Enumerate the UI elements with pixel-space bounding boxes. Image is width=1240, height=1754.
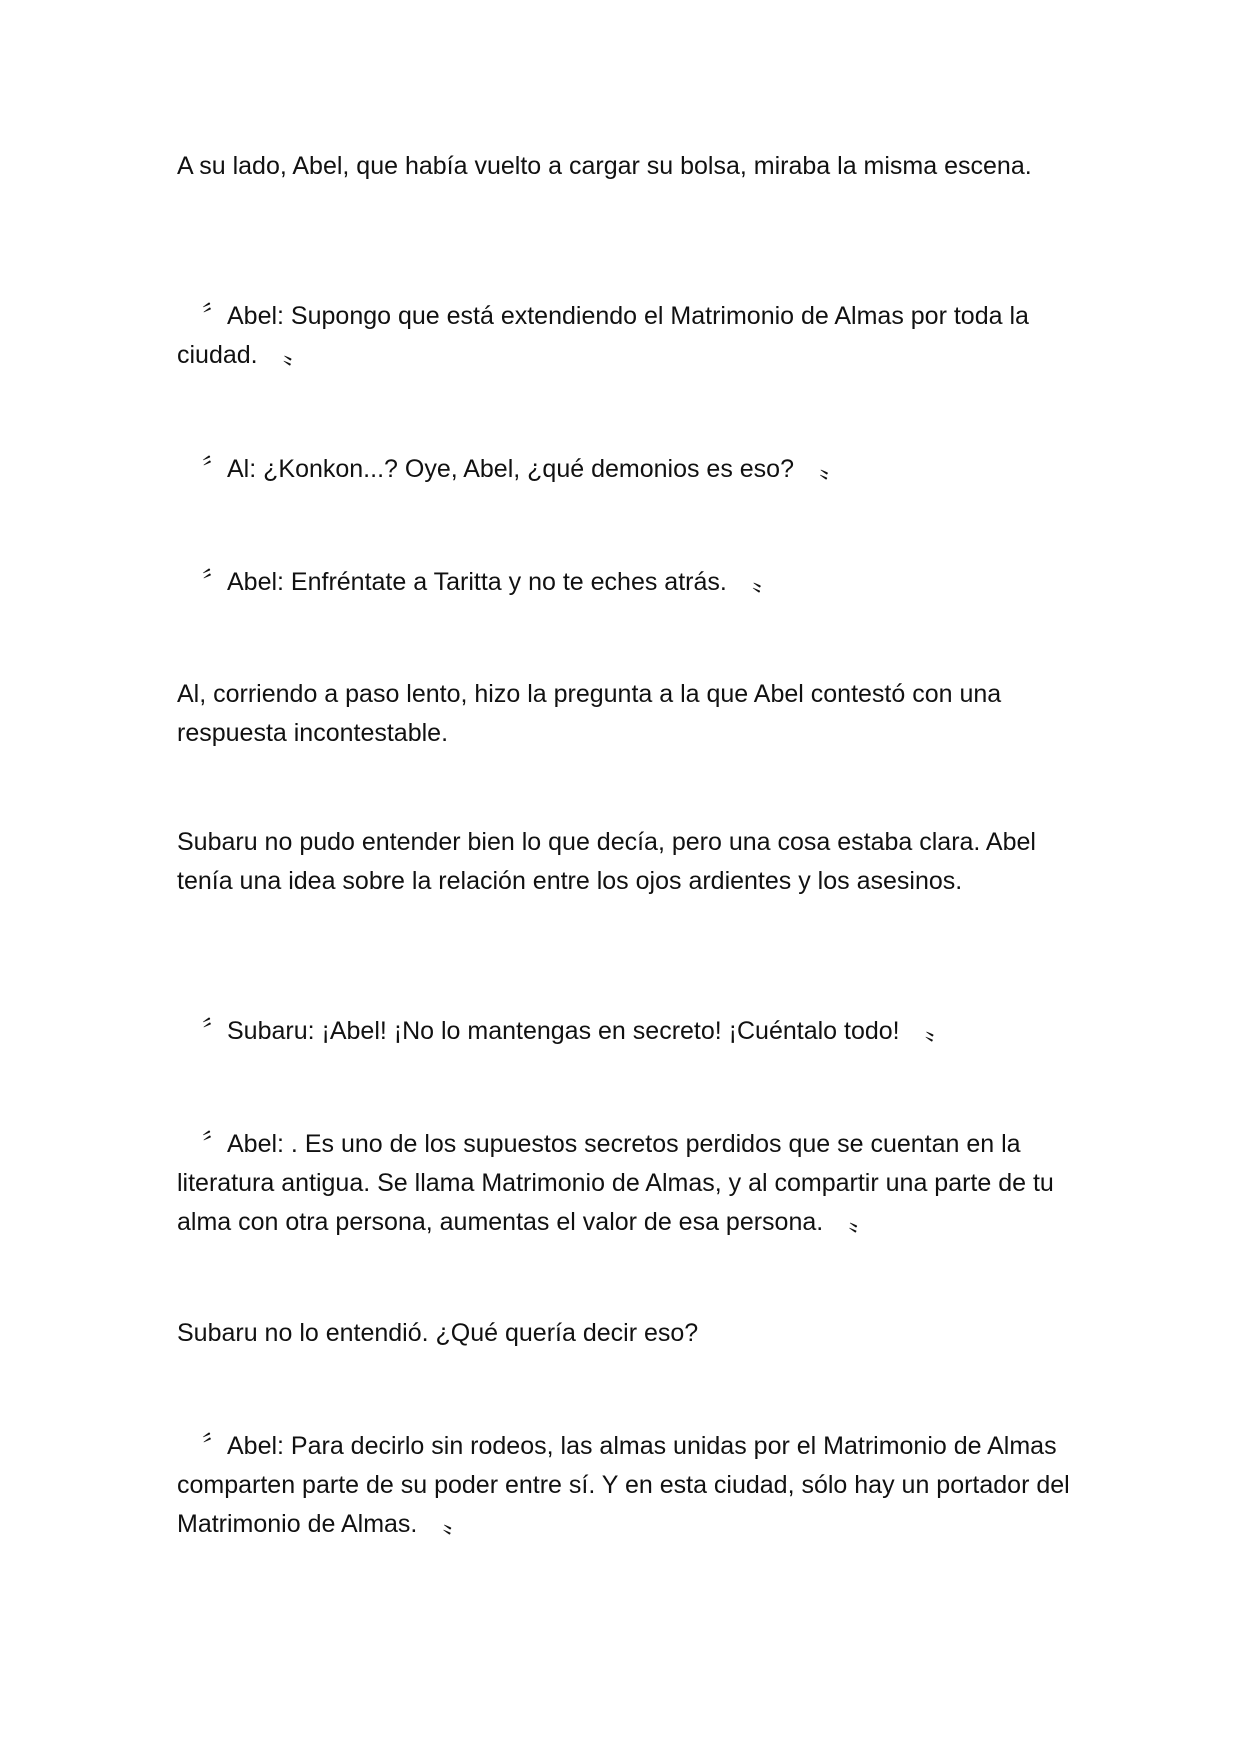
paragraph-narration-3: Subaru no pudo entender bien lo que decía, pero una cosa estaba clara. Abel tenía una idea sobre la relación entre los ojos ardientes y los asesinos.	[177, 828, 1036, 895]
paragraph-dialogue-abel-3: 〞Abel: . Es uno de los supuestos secretos perdidos que se cuentan en la literatura antigua. Se llama Matrimonio de Almas, y al compartir una parte de tu alma con otra persona, aumentas el valor de esa persona. 〟	[177, 1130, 1054, 1236]
paragraph-narration-1: A su lado, Abel, que había vuelto a cargar su bolsa, miraba la misma escena.	[177, 152, 1032, 180]
paragraph-dialogue-abel-4: 〞Abel: Para decirlo sin rodeos, las almas unidas por el Matrimonio de Almas comparten parte de su poder entre sí. Y en esta ciudad, sólo hay un portador del Matrimonio de Almas. 〟	[177, 1432, 1070, 1538]
paragraph-narration-2: Al, corriendo a paso lento, hizo la pregunta a la que Abel contestó con una respuesta incontestable.	[177, 680, 1002, 747]
paragraph-narration-4: Subaru no lo entendió. ¿Qué quería decir eso?	[177, 1319, 699, 1347]
paragraph-dialogue-abel-2: 〞Abel: Enfréntate a Taritta y no te eches atrás. 〟	[177, 568, 777, 596]
paragraph-dialogue-abel-1: 〞Abel: Supongo que está extendiendo el Matrimonio de Almas por toda la ciudad. 〟	[177, 302, 1029, 369]
paragraph-dialogue-al: 〞Al: ¿Konkon...? Oye, Abel, ¿qué demonios es eso? 〟	[177, 455, 844, 483]
paragraph-dialogue-subaru: 〞Subaru: ¡Abel! ¡No lo mantengas en secreto! ¡Cuéntalo todo! 〟	[177, 1017, 950, 1045]
